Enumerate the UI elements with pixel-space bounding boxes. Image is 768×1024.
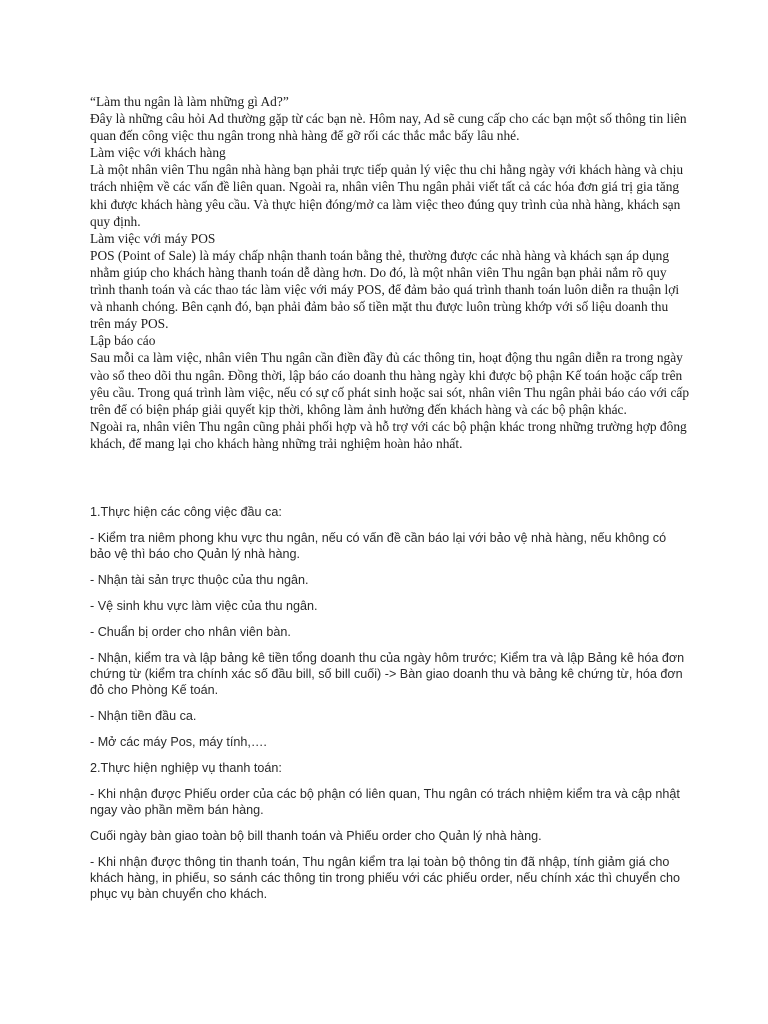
section-heading: Làm việc với máy POS — [90, 230, 216, 246]
intro-quote: “Làm thu ngân là làm những gì Ad?” — [90, 94, 289, 109]
intro-paragraph: Đây là những câu hỏi Ad thường gặp từ các bạn nè. Hôm nay, Ad sẽ cung cấp cho các bạn một số thông tin liên quan đến công việc thu ngân trong nhà hàng để gỡ rối các thắc mắc bấy lâu nhé. — [90, 111, 687, 144]
list-item: - Khi nhận được thông tin thanh toán, Thu ngân kiểm tra lại toàn bộ thông tin đã nhập, tính giảm giá cho khách hàng, in phiếu, so sánh các thông tin trong phiếu với các phiếu order, nếu chính xác thì chuyển cho phục vụ bàn chuyển cho khách. — [90, 855, 681, 901]
section-body: Là một nhân viên Thu ngân nhà hàng bạn phải trực tiếp quản lý việc thu chi hằng ngày với khách hàng và chịu trách nhiệm về các vấn đề liên quan. Ngoài ra, nhân viên Thu ngân phải viết tất cả các hóa đơn giá trị gia tăng khi được khách hàng yêu cầu. Và thực hiện đóng/mở ca làm việc theo đúng quy trình của nhà hàng, khách sạn quy định. — [90, 162, 684, 229]
procedure-list — [90, 504, 690, 912]
list-item: - Vệ sinh khu vực làm việc của thu ngân. — [90, 599, 318, 613]
list-item: - Kiểm tra niêm phong khu vực thu ngân, nếu có vấn đề cần báo lại với bảo vệ nhà hàng, nếu không có bảo vệ thì báo cho Quản lý nhà hàng. — [90, 531, 667, 561]
list-item: - Nhận tài sản trực thuộc của thu ngân. — [90, 573, 309, 587]
closing-paragraph: Ngoài ra, nhân viên Thu ngân cũng phải phối hợp và hỗ trợ với các bộ phận khác trong những trường hợp đông khách, để mang lại cho khách hàng những trải nghiệm hoàn hảo nhất. — [90, 418, 687, 451]
article-section — [90, 93, 690, 452]
list-item: Cuối ngày bàn giao toàn bộ bill thanh toán và Phiếu order cho Quản lý nhà hàng. — [90, 829, 542, 843]
section-body: POS (Point of Sale) là máy chấp nhận thanh toán bằng thẻ, thường được các nhà hàng và khách sạn áp dụng nhằm giúp cho khách hàng thanh toán dễ dàng hơn. Do đó, là một nhân viên Thu ngân bạn phải nắm rõ quy trình thanh toán và các thao tác làm việc với máy POS, để đảm bảo quá trình thanh toán luôn diễn ra thuận lợi và nhanh chóng. Bên cạnh đó, bạn phải đảm bảo số tiền mặt thu được luôn trùng khớp với số liệu doanh thu trên máy POS. — [90, 247, 680, 332]
list-heading: 2.Thực hiện nghiệp vụ thanh toán: — [90, 761, 282, 775]
list-heading: 1.Thực hiện các công việc đầu ca: — [90, 505, 282, 519]
section-heading: Lập báo cáo — [90, 333, 156, 349]
list-item: - Khi nhận được Phiếu order của các bộ phận có liên quan, Thu ngân có trách nhiệm kiểm tra và cập nhật ngay vào phần mềm bán hàng. — [90, 787, 680, 817]
section-body: Sau mỗi ca làm việc, nhân viên Thu ngân cần điền đầy đủ các thông tin, hoạt động thu ngân diễn ra trong ngày vào sổ theo dõi thu ngân. Đồng thời, lập báo cáo doanh thu hàng ngày khi được bộ phận Kế toán hoặc cấp trên yêu cầu. Trong quá trình làm việc, nếu có sự cố phát sinh hoặc sai sót, nhân viên Thu ngân phải báo cáo với cấp trên để có biện pháp giải quyết kịp thời, không làm ảnh hưởng đến khách hàng và các bộ phận khác. — [90, 350, 690, 417]
list-item: - Chuẩn bị order cho nhân viên bàn. — [90, 625, 291, 639]
section-heading: Làm việc với khách hàng — [90, 145, 226, 161]
list-item: - Mở các máy Pos, máy tính,…. — [90, 735, 267, 749]
list-item: - Nhận tiền đầu ca. — [90, 709, 197, 723]
list-item: - Nhận, kiểm tra và lập bảng kê tiền tổng doanh thu của ngày hôm trước; Kiểm tra và lập Bảng kê hóa đơn chứng từ (kiểm tra chính xác số đầu bill, số bill cuối) -> Bàn giao doanh thu và bảng kê chứng từ, hóa đơn đỏ cho Phòng Kế toán. — [90, 651, 685, 697]
